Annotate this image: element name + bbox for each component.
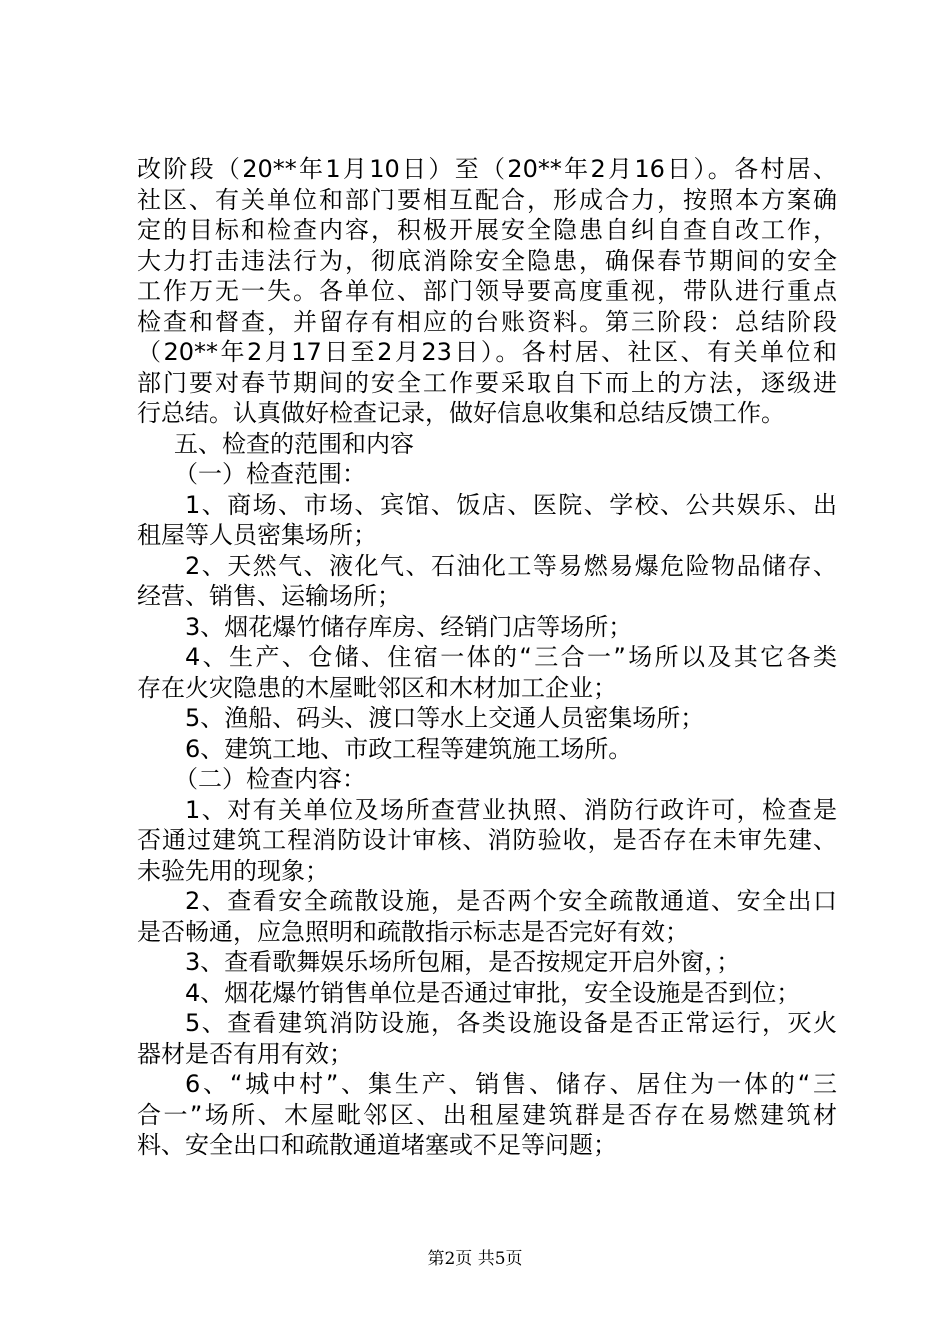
text-line: 6、建筑工地、市政工程等建筑施工场所。 bbox=[185, 734, 633, 763]
text-line: 部门要对春节期间的安全工作要采取自下而上的方法，逐级进 bbox=[137, 368, 837, 397]
text-line: （一）检查范围： bbox=[174, 460, 366, 488]
text-line: （二）检查内容： bbox=[174, 765, 366, 793]
text-line: （20**年2月17日至2月23日）。各村居、社区、有关单位和 bbox=[137, 338, 837, 366]
text-line: 存在火灾隐患的木屋毗邻区和木材加工企业； bbox=[137, 673, 617, 702]
text-line: 否通过建筑工程消防设计审核、消防验收，是否存在未审先建、 bbox=[137, 826, 837, 854]
text-line: 改阶段（20**年1月10日）至（20**年2月16日）。各村居、 bbox=[137, 155, 837, 183]
text-line: 2、天然气、液化气、石油化工等易燃易爆危险物品储存、 bbox=[185, 551, 837, 580]
text-line: 经营、销售、运输场所； bbox=[137, 582, 401, 610]
document-body bbox=[137, 154, 837, 1161]
text-line: 料、安全出口和疏散通道堵塞或不足等问题； bbox=[137, 1131, 617, 1159]
text-line: 定的目标和检查内容，积极开展安全隐患自纠自查自改工作， bbox=[137, 216, 837, 244]
text-line: 是否畅通，应急照明和疏散指示标志是否完好有效； bbox=[137, 917, 689, 946]
text-line: 五、检查的范围和内容 bbox=[174, 429, 414, 458]
text-line: 4、烟花爆竹销售单位是否通过审批，安全设施是否到位； bbox=[185, 978, 801, 1007]
text-line: 工作万无一失。各单位、部门领导要高度重视，带队进行重点 bbox=[137, 277, 837, 305]
text-line: 社区、有关单位和部门要相互配合，形成合力，按照本方案确 bbox=[137, 185, 837, 214]
text-line: 4、生产、仓储、住宿一体的“三合一”场所以及其它各类 bbox=[185, 643, 837, 671]
text-line: 租屋等人员密集场所； bbox=[137, 521, 377, 549]
text-line: 5、查看建筑消防设施，各类设施设备是否正常运行，灭火 bbox=[185, 1009, 837, 1037]
text-line: 未验先用的现象； bbox=[137, 856, 329, 885]
text-line: 5、渔船、码头、渡口等水上交通人员密集场所； bbox=[185, 704, 705, 732]
text-line: 检查和督查，并留存有相应的台账资料。第三阶段：总结阶段 bbox=[137, 307, 837, 336]
text-line: 行总结。认真做好检查记录，做好信息收集和总结反馈工作。 bbox=[137, 399, 785, 427]
text-line: 3、烟花爆竹储存库房、经销门店等场所； bbox=[185, 612, 633, 641]
text-line: 器材是否有用有效； bbox=[137, 1039, 353, 1068]
text-line: 大力打击违法行为，彻底消除安全隐患，确保春节期间的安全 bbox=[137, 246, 837, 275]
text-line: 1、商场、市场、宾馆、饭店、医院、学校、公共娱乐、出 bbox=[185, 490, 837, 519]
text-line: 1、对有关单位及场所查营业执照、消防行政许可，检查是 bbox=[185, 795, 837, 824]
text-line: 合一”场所、木屋毗邻区、出租屋建筑群是否存在易燃建筑材 bbox=[137, 1100, 837, 1129]
text-line: 6、“城中村”、集生产、销售、储存、居住为一体的“三 bbox=[185, 1070, 837, 1098]
page-footer: 第2页 共5页 bbox=[427, 1249, 523, 1269]
text-line: 2、查看安全疏散设施，是否两个安全疏散通道、安全出口 bbox=[185, 887, 837, 915]
text-line: 3、查看歌舞娱乐场所包厢，是否按规定开启外窗，； bbox=[185, 948, 741, 976]
